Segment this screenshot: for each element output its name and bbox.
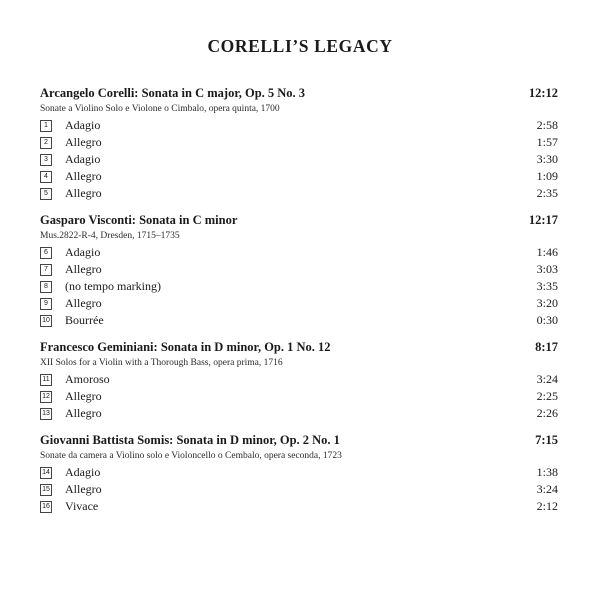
track-duration: 1:46	[536, 245, 558, 259]
track-duration: 1:38	[536, 465, 558, 479]
track-row	[40, 117, 558, 134]
track-title: Vivace	[65, 499, 99, 513]
track-title: Allegro	[65, 406, 102, 420]
track-duration: 2:12	[536, 499, 558, 513]
work-title: Gasparo Visconti: Sonata in C minor	[40, 213, 238, 227]
work-section	[40, 432, 558, 515]
track-row	[40, 278, 558, 295]
track-row	[40, 151, 558, 168]
track-row	[40, 388, 558, 405]
track-title: Bourrée	[65, 313, 104, 327]
track-duration: 3:35	[536, 279, 558, 293]
track-title: Allegro	[65, 169, 102, 183]
track-row	[40, 464, 558, 481]
track-title: Adagio	[65, 152, 101, 166]
track-row	[40, 185, 558, 202]
work-total-duration: 12:17	[528, 213, 558, 227]
track-duration: 2:26	[536, 406, 558, 420]
work-description: Sonate da camera a Violino solo e Violoncello o Cembalo, opera seconda, 1723	[40, 451, 342, 461]
track-row	[40, 498, 558, 515]
track-number-box: 3	[40, 154, 52, 166]
track-duration: 2:35	[536, 186, 558, 200]
track-title: Allegro	[65, 186, 102, 200]
track-number-box: 4	[40, 171, 52, 183]
work-section	[40, 85, 558, 202]
work-section	[40, 339, 558, 422]
track-row	[40, 168, 558, 185]
work-description: Sonate a Violino Solo e Violone o Cimbalo, opera quinta, 1700	[40, 104, 280, 114]
track-duration: 3:20	[536, 296, 558, 310]
track-number-box: 11	[40, 374, 52, 386]
track-duration: 1:57	[536, 135, 558, 149]
work-header	[40, 432, 558, 448]
track-title: (no tempo marking)	[65, 279, 161, 293]
track-title: Amoroso	[65, 372, 110, 386]
track-row	[40, 244, 558, 261]
work-header	[40, 212, 558, 228]
page-title: CORELLI’S LEGACY	[207, 36, 393, 56]
work-total-duration: 8:17	[535, 340, 558, 354]
work-header	[40, 339, 558, 355]
track-row	[40, 371, 558, 388]
work-total-duration: 12:12	[528, 86, 558, 100]
track-number-box: 14	[40, 467, 52, 479]
work-description: Mus.2822-R-4, Dresden, 1715–1735	[40, 231, 180, 241]
track-title: Adagio	[65, 245, 101, 259]
track-number-box: 13	[40, 408, 52, 420]
track-duration: 1:09	[536, 169, 558, 183]
track-duration: 0:30	[536, 313, 558, 327]
track-number-box: 7	[40, 264, 52, 276]
track-title: Allegro	[65, 262, 102, 276]
tracklist	[40, 85, 558, 525]
track-row	[40, 295, 558, 312]
work-total-duration: 7:15	[535, 433, 558, 447]
track-number-box: 8	[40, 281, 52, 293]
track-row	[40, 134, 558, 151]
track-title: Allegro	[65, 482, 102, 496]
work-description: XII Solos for a Violin with a Thorough Bass, opera prima, 1716	[40, 358, 283, 368]
track-row	[40, 312, 558, 329]
work-title: Francesco Geminiani: Sonata in D minor, Op. 1 No. 12	[40, 340, 331, 354]
track-duration: 3:24	[536, 372, 558, 386]
track-number-box: 5	[40, 188, 52, 200]
track-row	[40, 405, 558, 422]
track-title: Allegro	[65, 389, 102, 403]
work-title: Arcangelo Corelli: Sonata in C major, Op. 5 No. 3	[40, 86, 306, 100]
track-title: Allegro	[65, 135, 102, 149]
work-header	[40, 85, 558, 101]
track-duration: 2:58	[536, 118, 558, 132]
work-title: Giovanni Battista Somis: Sonata in D minor, Op. 2 No. 1	[40, 433, 340, 447]
track-duration: 3:03	[536, 262, 558, 276]
track-title: Adagio	[65, 465, 101, 479]
track-number-box: 10	[40, 315, 52, 327]
track-number-box: 15	[40, 484, 52, 496]
track-duration: 3:24	[536, 482, 558, 496]
track-title: Adagio	[65, 118, 101, 132]
track-number-box: 6	[40, 247, 52, 259]
track-number-box: 2	[40, 137, 52, 149]
track-number-box: 1	[40, 120, 52, 132]
track-row	[40, 261, 558, 278]
track-title: Allegro	[65, 296, 102, 310]
track-duration: 2:25	[536, 389, 558, 403]
work-section	[40, 212, 558, 329]
track-number-box: 16	[40, 501, 52, 513]
track-row	[40, 481, 558, 498]
track-number-box: 9	[40, 298, 52, 310]
track-number-box: 12	[40, 391, 52, 403]
track-duration: 3:30	[536, 152, 558, 166]
